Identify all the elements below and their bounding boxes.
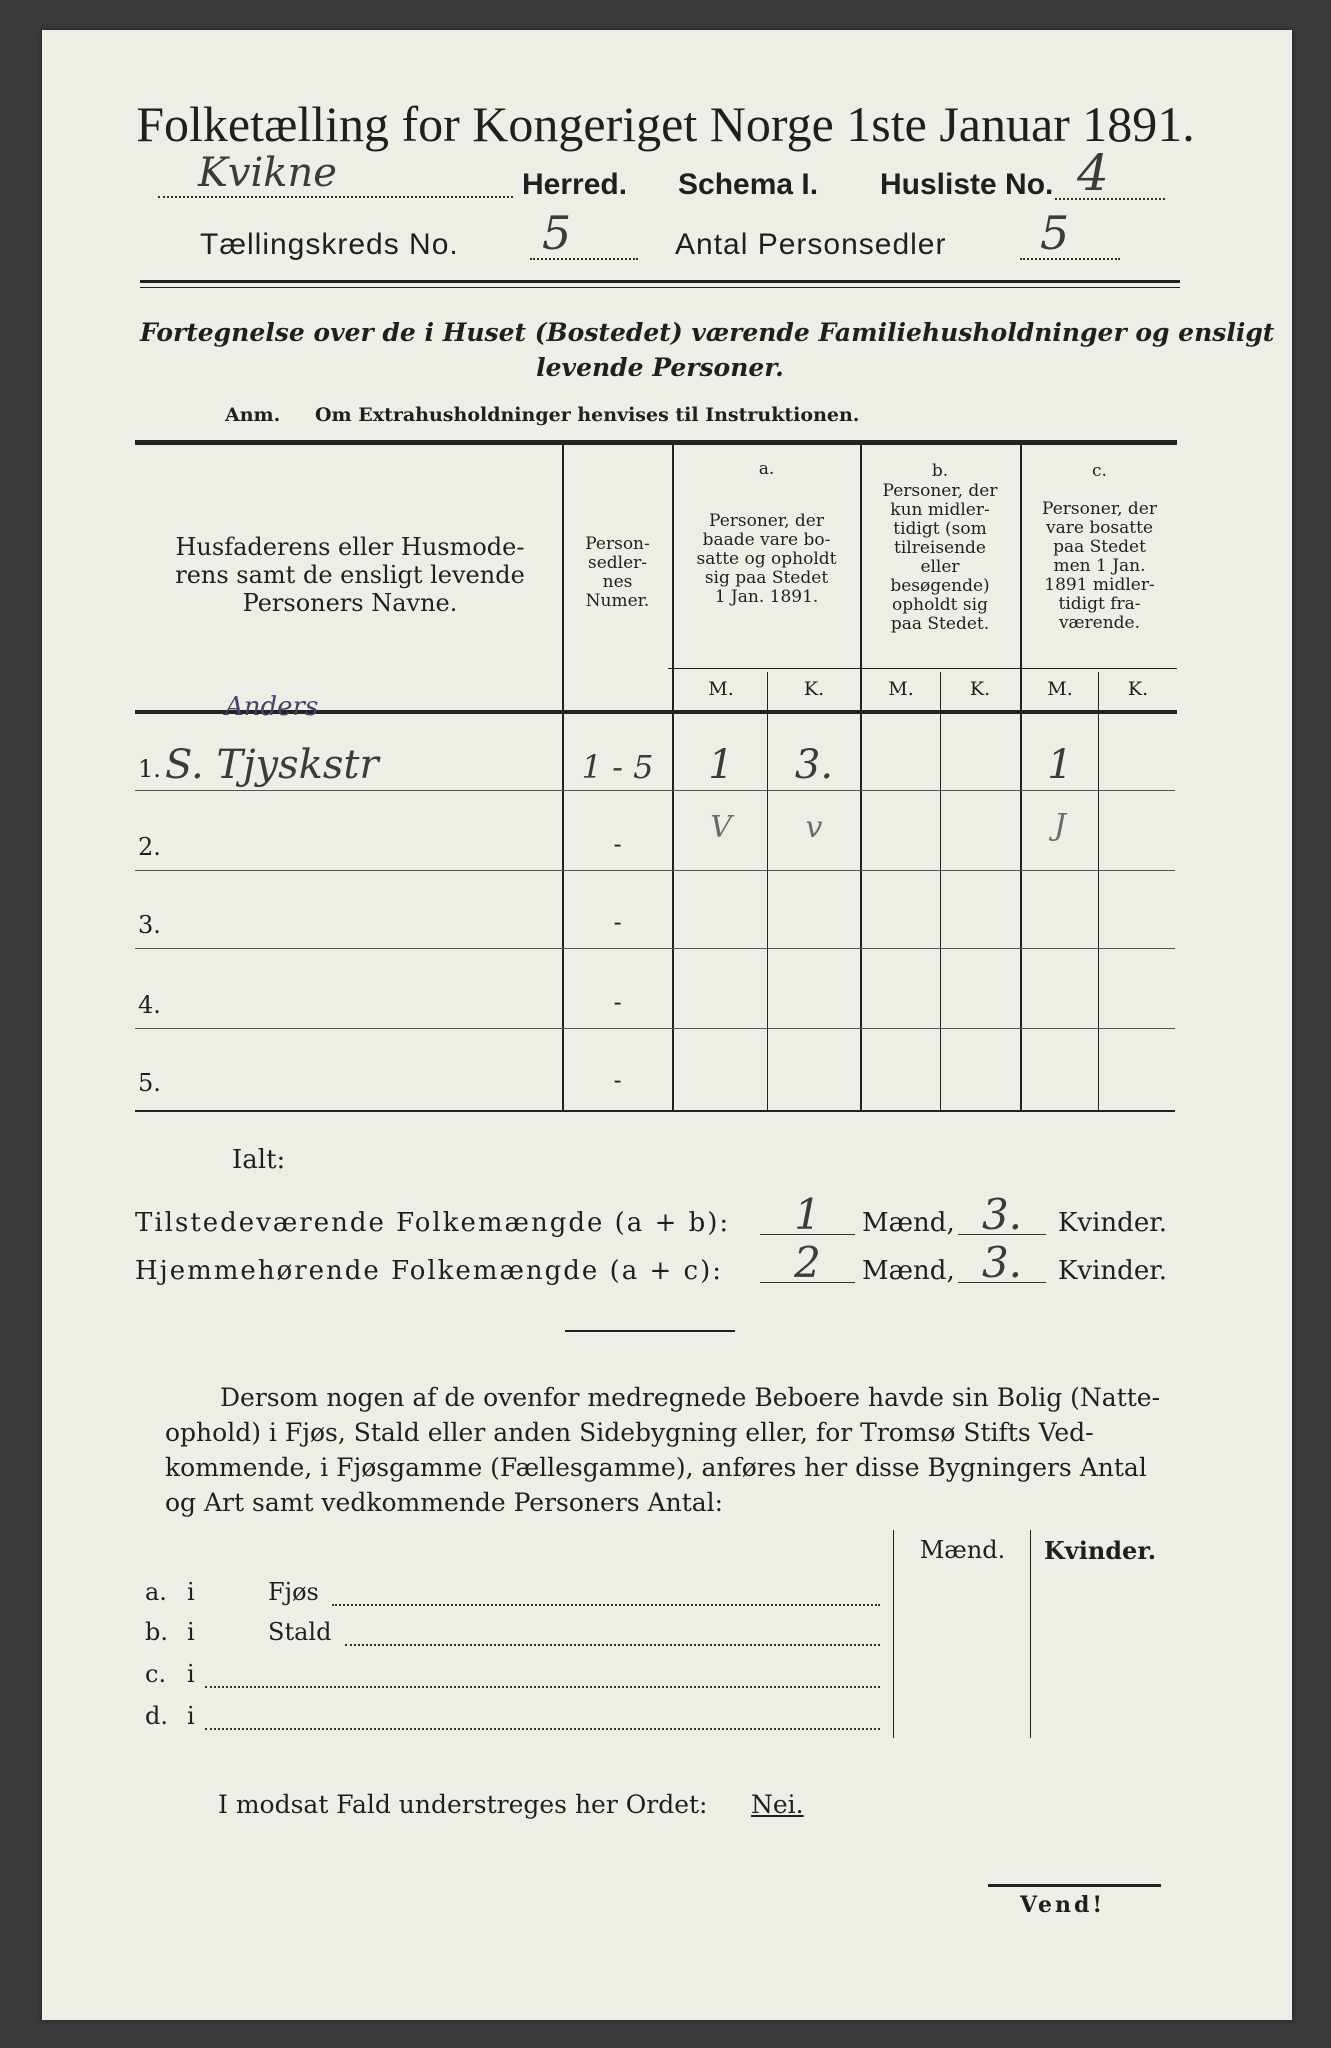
building-i: i bbox=[187, 1578, 195, 1606]
herred-field bbox=[158, 150, 513, 198]
row-number: 1. bbox=[138, 755, 161, 783]
personsedler-label: Antal Personsedler bbox=[675, 228, 947, 261]
row-rule bbox=[135, 948, 1175, 949]
intro-heading-1: Fortegnelse over de i Huset (Bostedet) værende Familiehusholdninger og ensligt bbox=[140, 318, 1275, 347]
row-num: - bbox=[613, 1066, 622, 1094]
row-num: - bbox=[613, 830, 622, 858]
hjemme-kvinder-label: Kvinder. bbox=[1058, 1256, 1168, 1286]
row-number: 5. bbox=[138, 1069, 161, 1097]
row-name-extra: Anders bbox=[225, 692, 319, 722]
buildings-para-4: og Art samt vedkommende Personers Antal: bbox=[165, 1488, 724, 1517]
building-letter: b. bbox=[145, 1618, 168, 1646]
buildings-maend-header: Mænd. bbox=[919, 1536, 1006, 1564]
row-num: - bbox=[613, 988, 622, 1016]
hjemme-maend-label: Mænd, bbox=[862, 1256, 955, 1286]
building-leader bbox=[345, 1620, 880, 1646]
row-c-m: J bbox=[1053, 808, 1067, 843]
col-divider-b bbox=[940, 672, 941, 1110]
intro-heading-2: levende Personer. bbox=[536, 353, 784, 382]
col-b-letter: b. bbox=[931, 461, 949, 481]
hjemme-label: Hjemmehørende Folkemængde (a + c): bbox=[135, 1256, 723, 1286]
vend-text: Vend! bbox=[1020, 1892, 1106, 1918]
buildings-divider-1 bbox=[893, 1530, 894, 1738]
table-bottom-rule bbox=[135, 1110, 1175, 1112]
tilstede-kvinder-value: 3. bbox=[958, 1190, 1046, 1235]
a-k-header: K. bbox=[803, 678, 825, 700]
building-i: i bbox=[187, 1702, 195, 1730]
col-c-header: Personer, der vare bosatte paa Stedet men 1 Jan. 1891 midler- tidigt fra- værende. bbox=[1042, 499, 1157, 633]
mk-header-rule bbox=[668, 668, 1177, 669]
col-name-header: Husfaderens eller Husmode- rens samt de ensligt levende Personers Navne. bbox=[175, 533, 525, 617]
husliste-label: Husliste No. bbox=[880, 168, 1054, 201]
tilstede-kvinder-label: Kvinder. bbox=[1058, 1208, 1168, 1238]
row-c-m: 1 bbox=[1047, 742, 1073, 788]
row-rule bbox=[135, 1028, 1175, 1029]
husliste-field bbox=[1055, 144, 1165, 202]
c-k-header: K. bbox=[1127, 678, 1149, 700]
tilstede-maend-value: 1 bbox=[760, 1190, 855, 1235]
hjemme-kvinder-value: 3. bbox=[958, 1238, 1046, 1283]
ialt-label: Ialt: bbox=[232, 1145, 286, 1175]
building-label: Stald bbox=[268, 1618, 332, 1646]
buildings-para-1: Dersom nogen af de ovenfor medregnede Beboere havde sin Bolig (Natte- bbox=[220, 1383, 1161, 1412]
modsat-text: I modsat Fald understreges her Ordet: bbox=[218, 1790, 708, 1819]
building-letter: d. bbox=[145, 1702, 168, 1730]
row-num: 1 - 5 bbox=[581, 748, 654, 786]
form-title: Folketælling for Kongeriget Norge 1ste Januar 1891. bbox=[136, 96, 1195, 152]
col-a-header: Personer, der baade vare bo- satte og opholdt sig paa Stedet 1 Jan. 1891. bbox=[696, 511, 837, 607]
tilstede-label: Tilstedeværende Folkemængde (a + b): bbox=[135, 1208, 731, 1238]
col-num-header: Person- sedler- nes Numer. bbox=[585, 534, 650, 611]
building-leader bbox=[332, 1580, 880, 1606]
building-i: i bbox=[187, 1618, 195, 1646]
row-a-k: v bbox=[805, 810, 823, 845]
building-label: Fjøs bbox=[268, 1578, 319, 1606]
herred-label: Herred. bbox=[522, 168, 628, 201]
buildings-kvinder-header: Kvinder. bbox=[1043, 1536, 1157, 1565]
col-divider-1 bbox=[562, 445, 564, 1110]
nei-word: Nei. bbox=[751, 1790, 804, 1819]
row-rule bbox=[135, 870, 1175, 871]
buildings-para-3: kommende, i Fjøsgamme (Fællesgamme), anføres her disse Bygningers Antal bbox=[165, 1453, 1147, 1482]
row-name: S. Tjyskstr bbox=[165, 742, 379, 788]
row-a-k: 3. bbox=[794, 742, 834, 788]
building-leader bbox=[205, 1704, 880, 1730]
anm-label: Anm. bbox=[225, 404, 281, 426]
c-m-header: M. bbox=[1047, 678, 1073, 700]
col-c-letter: c. bbox=[1092, 461, 1107, 481]
row-a-m: V bbox=[710, 810, 732, 845]
section-divider bbox=[565, 1330, 735, 1332]
col-divider-a bbox=[767, 672, 768, 1110]
row-a-m: 1 bbox=[708, 742, 734, 788]
kreds-value: 5 bbox=[542, 206, 572, 260]
a-m-header: M. bbox=[708, 678, 734, 700]
personsedler-value: 5 bbox=[1040, 206, 1070, 260]
col-divider-2 bbox=[672, 445, 674, 1110]
row-number: 2. bbox=[138, 833, 161, 861]
buildings-para-2: ophold) i Fjøs, Stald eller anden Sidebygning eller, for Tromsø Stifts Ved- bbox=[165, 1418, 1094, 1447]
col-b-header: Personer, der kun midler- tidigt (som tilreisende eller besøgende) opholdt sig paa Stedet. bbox=[882, 481, 998, 634]
anm-text: Om Extrahusholdninger henvises til Instruktionen. bbox=[315, 404, 860, 426]
row-number: 4. bbox=[138, 991, 161, 1019]
hjemme-maend-value: 2 bbox=[760, 1238, 855, 1283]
row-rule bbox=[135, 790, 1175, 791]
building-letter: c. bbox=[145, 1660, 167, 1688]
header-rule-thin bbox=[140, 287, 1180, 288]
row-num: - bbox=[613, 908, 622, 936]
kreds-label: Tællingskreds No. bbox=[200, 228, 459, 261]
tilstede-maend-label: Mænd, bbox=[862, 1208, 955, 1238]
buildings-divider-2 bbox=[1030, 1530, 1031, 1738]
building-i: i bbox=[187, 1660, 195, 1688]
header-rule bbox=[140, 280, 1180, 283]
kreds-field bbox=[530, 206, 638, 260]
b-m-header: M. bbox=[888, 678, 914, 700]
vend-rule bbox=[988, 1884, 1161, 1887]
col-a-letter: a. bbox=[758, 459, 775, 479]
husliste-value: 4 bbox=[1077, 144, 1109, 202]
schema-label: Schema I. bbox=[678, 168, 819, 201]
herred-value: Kvikne bbox=[198, 150, 337, 196]
col-divider-c bbox=[1098, 672, 1099, 1110]
b-k-header: K. bbox=[969, 678, 991, 700]
personsedler-field bbox=[1020, 206, 1120, 260]
building-leader bbox=[205, 1662, 880, 1688]
row-number: 3. bbox=[138, 911, 161, 939]
building-letter: a. bbox=[145, 1578, 167, 1606]
